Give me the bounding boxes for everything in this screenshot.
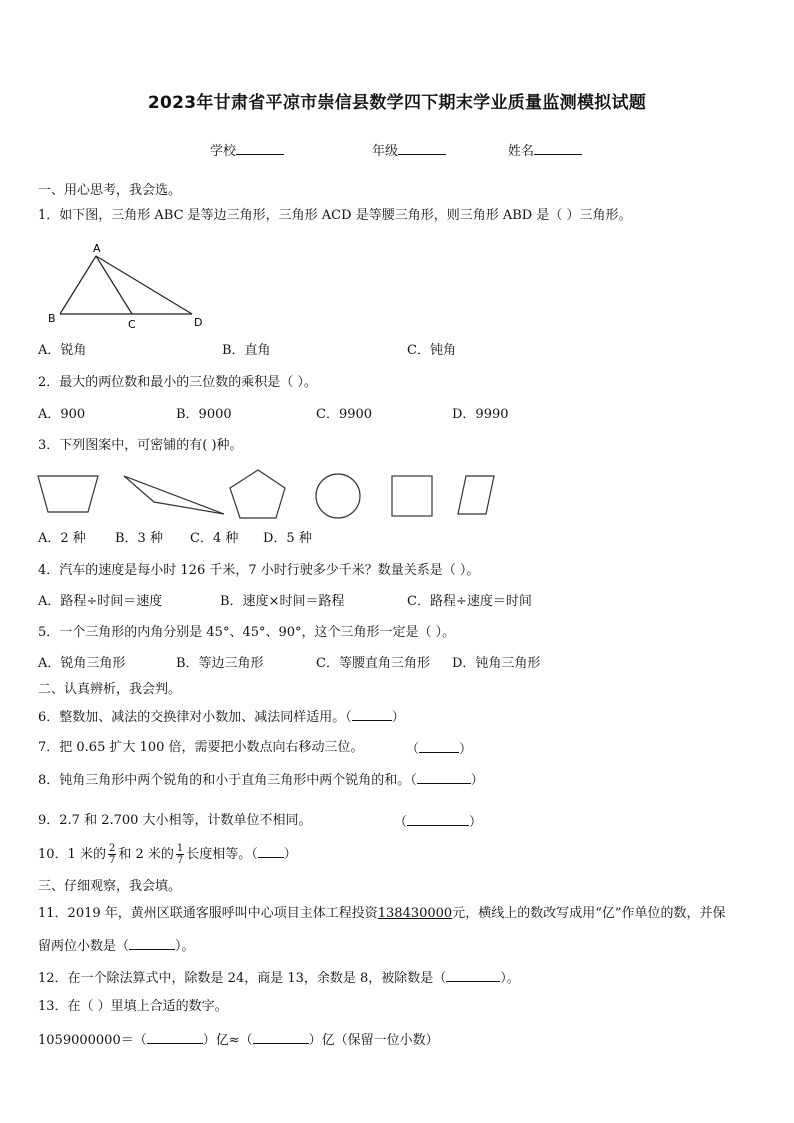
circle-shape	[316, 474, 360, 518]
q5-option-b[interactable]: B．等边三角形	[176, 656, 264, 671]
vertex-a-label: A	[93, 242, 101, 255]
q10-answer-blank[interactable]	[258, 845, 284, 858]
q10-fraction-2	[176, 843, 184, 866]
q4-option-c[interactable]: C．路程÷速度＝时间	[407, 594, 532, 609]
q6	[38, 708, 405, 726]
q10-frac1-den: 7	[108, 855, 116, 866]
q12-text: 12．在一个除法算式中，除数是 24，商是 13，余数是 8，被除数是（	[38, 971, 447, 986]
q3-option-d[interactable]: D．5 种	[263, 531, 312, 546]
q7-close-paren: ）	[459, 742, 473, 757]
q13-blank-2[interactable]	[253, 1031, 309, 1044]
q10-frac1-num: 2	[108, 843, 116, 854]
q5-option-a[interactable]: A．锐角三角形	[38, 656, 126, 671]
q3-option-a[interactable]: A．2 种	[38, 531, 86, 546]
q7	[38, 740, 364, 756]
pentagon-shape	[230, 470, 285, 518]
school-blank[interactable]	[236, 142, 284, 155]
q8-close-paren: ）	[470, 773, 484, 788]
q13-expr-mid: ）亿≈（	[202, 1033, 253, 1048]
q11-underlined-number: 138430000	[377, 906, 453, 921]
school-field	[210, 142, 284, 160]
school-label: 学校	[210, 144, 237, 159]
q6-close-paren: ）	[391, 710, 405, 725]
grade-field	[372, 142, 446, 160]
q10	[38, 843, 297, 866]
q9-answer	[394, 813, 482, 831]
q3-shapes	[30, 466, 510, 526]
q2-option-a[interactable]: A．900	[38, 407, 86, 422]
vertex-d-label: D	[194, 316, 203, 329]
q12-answer-blank[interactable]	[446, 969, 500, 982]
q2-option-c[interactable]: C．9900	[316, 407, 373, 422]
q6-text: 6．整数加、减法的交换律对小数加、减法同样适用。（	[38, 710, 352, 725]
q10-text-3: 长度相等。（	[186, 847, 258, 862]
section-3-heading: 三、仔细观察，我会填。	[38, 879, 182, 894]
q1-option-b[interactable]: B．直角	[222, 343, 271, 358]
vertex-b-label: B	[48, 312, 56, 325]
q11-line-2	[38, 937, 195, 955]
q2-option-b[interactable]: B．9000	[176, 407, 232, 422]
triangle-shape	[124, 476, 224, 514]
q9-open-paren: （	[394, 815, 408, 830]
trapezoid-shape	[38, 476, 98, 512]
q1-option-a[interactable]: A．锐角	[38, 343, 87, 358]
q7-answer-blank[interactable]	[419, 740, 459, 753]
grade-label: 年级	[372, 144, 399, 159]
q3-option-b[interactable]: B．3 种	[115, 531, 163, 546]
q13-expr-end: ）亿（保留一位小数）	[308, 1033, 439, 1048]
page-title: 2023年甘肃省平凉市崇信县数学四下期末学业质量监测模拟试题	[147, 93, 647, 113]
parallelogram-shape	[458, 476, 494, 514]
q11-text-3: 留两位小数是（	[38, 939, 130, 954]
q13-expr-start: 1059000000＝（	[38, 1033, 147, 1048]
q3-option-c[interactable]: C．4 种	[190, 531, 239, 546]
q1-option-c[interactable]: C．钝角	[407, 343, 456, 358]
name-label: 姓名	[508, 144, 535, 159]
q13-text: 13．在（ ）里填上合适的数字。	[38, 999, 228, 1014]
section-2-heading: 二、认真辨析，我会判。	[38, 682, 182, 697]
q10-frac2-num: 1	[176, 843, 184, 854]
q8	[38, 771, 484, 789]
q7-answer	[406, 740, 472, 758]
name-field	[508, 142, 582, 160]
q9-close-paren: ）	[469, 815, 483, 830]
q1-triangle-figure	[44, 238, 214, 333]
q8-text: 8．钝角三角形中两个锐角的和小于直角三角形中两个锐角的和。（	[38, 773, 417, 788]
q12-close-paren: ）。	[500, 971, 520, 986]
q7-text: 7．把 0.65 扩大 100 倍，需要把小数点向右移动三位。	[38, 740, 364, 755]
q13-expression	[38, 1031, 439, 1049]
q5-option-c[interactable]: C．等腰直角三角形	[316, 656, 430, 671]
section-1-heading: 一、用心思考，我会选。	[38, 183, 182, 198]
q4-option-b[interactable]: B．速度×时间＝路程	[220, 594, 345, 609]
q10-fraction-1	[108, 843, 116, 866]
q5-option-d[interactable]: D．钝角三角形	[452, 656, 541, 671]
q10-close-paren: ）	[283, 847, 297, 862]
q8-answer-blank[interactable]	[417, 771, 471, 784]
q11-answer-blank[interactable]	[129, 937, 175, 950]
q11-text-1: 11．2019 年，黄州区联通客服呼叫中心项目主体工程投资	[38, 906, 378, 921]
q12	[38, 969, 520, 987]
q4-option-a[interactable]: A．路程÷时间＝速度	[38, 594, 163, 609]
q11-close-paren: ）。	[175, 939, 195, 954]
square-shape	[392, 476, 432, 516]
grade-blank[interactable]	[398, 142, 446, 155]
q3-text: 3．下列图案中，可密铺的有( )种。	[38, 438, 243, 453]
q10-frac2-den: 7	[176, 855, 184, 866]
q11-text-2: 元，横线上的数改写成用“亿”作单位的数，并保	[452, 906, 726, 921]
q9	[38, 813, 312, 829]
q11-line-1	[38, 906, 726, 922]
q10-text-1: 10．1 米的	[38, 847, 106, 862]
q13-blank-1[interactable]	[147, 1031, 203, 1044]
q2-option-d[interactable]: D．9990	[452, 407, 509, 422]
name-blank[interactable]	[534, 142, 582, 155]
q2-text: 2．最大的两位数和最小的三位数的乘积是（ ）。	[38, 375, 317, 390]
q9-text: 9．2.7 和 2.700 大小相等，计数单位不相同。	[38, 813, 312, 828]
q10-text-2: 和 2 米的	[118, 847, 174, 862]
q6-answer-blank[interactable]	[352, 708, 392, 721]
q9-answer-blank[interactable]	[407, 813, 469, 826]
q7-open-paren: （	[406, 742, 420, 757]
q1-text: 1．如下图，三角形 ABC 是等边三角形，三角形 ACD 是等腰三角形，则三角形 ABD 是（ ）三角形。	[38, 208, 632, 223]
q4-text: 4．汽车的速度是每小时 126 千米，7 小时行驶多少千米？数量关系是（ ）。	[38, 563, 480, 578]
vertex-c-label: C	[128, 318, 136, 331]
q5-text: 5．一个三角形的内角分别是 45°、45°、90°，这个三角形一定是（ ）。	[38, 625, 456, 640]
